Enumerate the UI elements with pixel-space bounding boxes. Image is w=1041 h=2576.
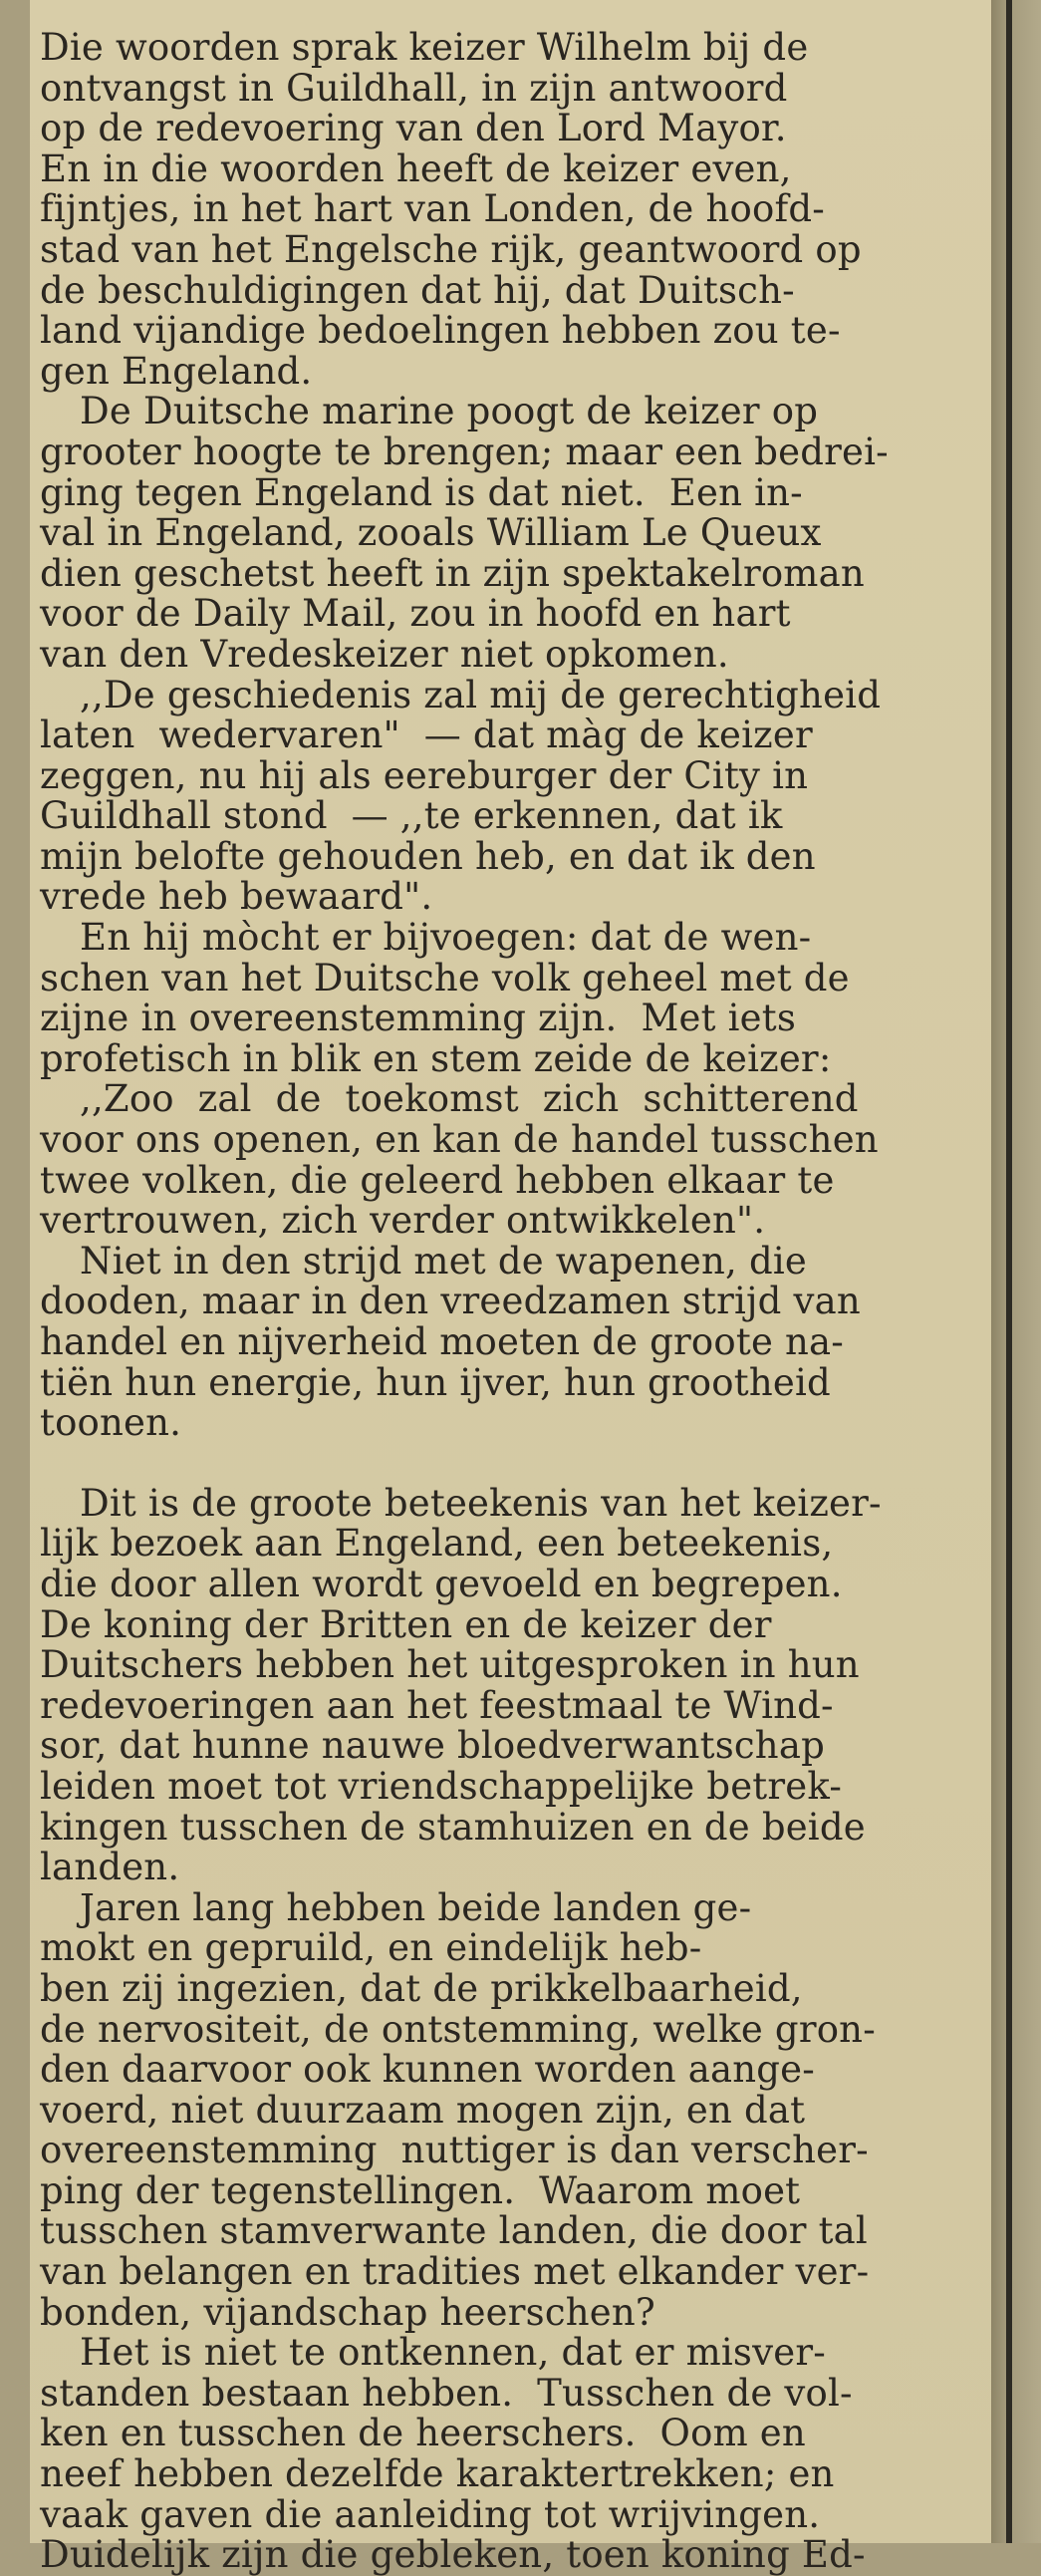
text-line: dien geschetst heeft in zijn spektakelroman	[40, 551, 865, 595]
text-line: voor ons openen, en kan de handel tusschen	[40, 1118, 879, 1162]
text-line: landen.	[40, 1846, 180, 1889]
text-line: laten wedervaren" — dat màg de keizer	[40, 714, 813, 757]
text-line: ,,De geschiedenis zal mij de gerechtigheid	[80, 673, 882, 716]
text-line: land vijandige bedoelingen hebben zou te-	[40, 309, 841, 353]
paragraph-3	[40, 673, 961, 919]
text-line: Die woorden sprak keizer Wilhelm bij de	[40, 26, 809, 69]
section-break	[40, 1444, 961, 1484]
text-line: tiën hun energie, hun ijver, hun grootheid	[40, 1360, 831, 1404]
text-line: voerd, niet duurzaam mogen zijn, en dat	[40, 2088, 806, 2132]
text-line: De koning der Britten en de keizer der	[40, 1602, 772, 1646]
paragraph-7	[40, 1481, 961, 1889]
text-line: neef hebben dezelfde karaktertrekken; en	[40, 2452, 835, 2496]
text-line: lijk bezoek aan Engeland, een beteekenis,	[40, 1522, 834, 1566]
text-line: En hij mòcht er bijvoegen: dat de wen-	[80, 916, 812, 960]
text-line: sor, dat hunne nauwe bloedverwantschap	[40, 1724, 825, 1768]
text-line: bonden, vijandschap heerschen?	[40, 2290, 655, 2334]
text-line: van den Vredeskeizer niet opkomen.	[40, 632, 729, 676]
text-line: de beschuldigingen dat hij, dat Duitsch-	[40, 268, 795, 312]
background-edge	[991, 0, 1041, 2543]
text-line: ping der tegenstellingen. Waarom moet	[40, 2168, 801, 2212]
text-line: kingen tusschen de stamhuizen en de beide	[40, 1805, 866, 1849]
paragraph-2	[40, 392, 961, 675]
text-line: standen bestaan hebben. Tusschen de vol-	[40, 2371, 853, 2415]
text-line: Het is niet te ontkennen, dat er misver-	[80, 2331, 826, 2375]
text-line: vertrouwen, zich verder ontwikkelen".	[40, 1199, 766, 1243]
text-line: redevoeringen aan het feestmaal te Wind-	[40, 1683, 834, 1727]
text-line: profetisch in blik en stem zeide de keizer:	[40, 1036, 832, 1080]
text-line: tusschen stamverwante landen, die door tal	[40, 2209, 868, 2253]
text-line: De Duitsche marine poogt de keizer op	[80, 390, 819, 433]
paragraph-4	[40, 918, 961, 1079]
text-line: voor de Daily Mail, zou in hoofd en hart	[40, 592, 791, 636]
column-rule	[1006, 0, 1012, 2543]
text-line: zijne in overeenstemming zijn. Met iets	[40, 997, 797, 1040]
text-line: dooden, maar in den vreedzamen strijd van	[40, 1280, 861, 1323]
paragraph-6	[40, 1239, 961, 1445]
text-line: mokt en gepruild, en eindelijk heb-	[40, 1926, 702, 1970]
text-line: handel en nijverheid moeten de groote na-	[40, 1320, 845, 1363]
text-line: gen Engeland.	[40, 349, 313, 393]
text-line: de nervositeit, de ontstemming, welke gron-	[40, 2007, 876, 2051]
text-line: mijn belofte gehouden heb, en dat ik den	[40, 834, 816, 878]
text-line: Duidelijk zijn die gebleken, toen koning Ed-	[40, 2533, 866, 2576]
text-line: Niet in den strijd met de wapenen, die	[80, 1239, 807, 1283]
text-line: ,,Zoo zal de toekomst zich schitterend	[80, 1077, 859, 1121]
text-line: ben zij ingezien, dat de prikkelbaarheid,	[40, 1966, 803, 2010]
paragraph-1	[40, 28, 961, 392]
text-line: Duitschers hebben het uitgesproken in hun	[40, 1643, 860, 1687]
paragraph-9	[40, 2333, 961, 2576]
text-line: vaak gaven die aanleiding tot wrijvingen.	[40, 2492, 821, 2536]
text-line: Jaren lang hebben beide landen ge-	[80, 1885, 752, 1929]
text-line: twee volken, die geleerd hebben elkaar te	[40, 1158, 835, 1202]
text-line: die door allen wordt gevoeld en begrepen.	[40, 1562, 843, 1605]
text-line: van belangen en tradities met elkander ver-	[40, 2250, 870, 2294]
text-line: grooter hoogte te brengen; maar een bedrei-	[40, 429, 889, 473]
text-line: overeenstemming nuttiger is dan verscher-	[40, 2129, 869, 2172]
text-line: ging tegen Engeland is dat niet. Een in-	[40, 470, 803, 514]
text-line: op de redevoering van den Lord Mayor.	[40, 107, 787, 150]
text-line: leiden moet tot vriendschappelijke betrek-	[40, 1764, 843, 1808]
text-line: vrede heb bewaard".	[40, 875, 433, 919]
text-line: fijntjes, in het hart van Londen, de hoofd-	[40, 187, 825, 231]
text-line: Dit is de groote beteekenis van het keizer-	[80, 1481, 882, 1525]
text-line: ken en tusschen de heerschers. Oom en	[40, 2412, 806, 2455]
article-text	[40, 28, 961, 2576]
text-line: schen van het Duitsche volk geheel met de	[40, 956, 850, 1000]
text-line: val in Engeland, zooals William Le Queux	[40, 511, 822, 555]
text-line: toonen.	[40, 1401, 182, 1445]
paragraph-8	[40, 1885, 961, 2334]
paragraph-5	[40, 1079, 961, 1241]
text-line: En in die woorden heeft de keizer even,	[40, 146, 792, 190]
text-line: zeggen, nu hij als eereburger der City in	[40, 753, 809, 797]
text-line: den daarvoor ook kunnen worden aange-	[40, 2048, 815, 2092]
text-line: Guildhall stond — ,,te erkennen, dat ik	[40, 794, 783, 838]
text-line: ontvangst in Guildhall, in zijn antwoord	[40, 66, 788, 110]
text-line: stad van het Engelsche rijk, geantwoord op	[40, 227, 862, 271]
